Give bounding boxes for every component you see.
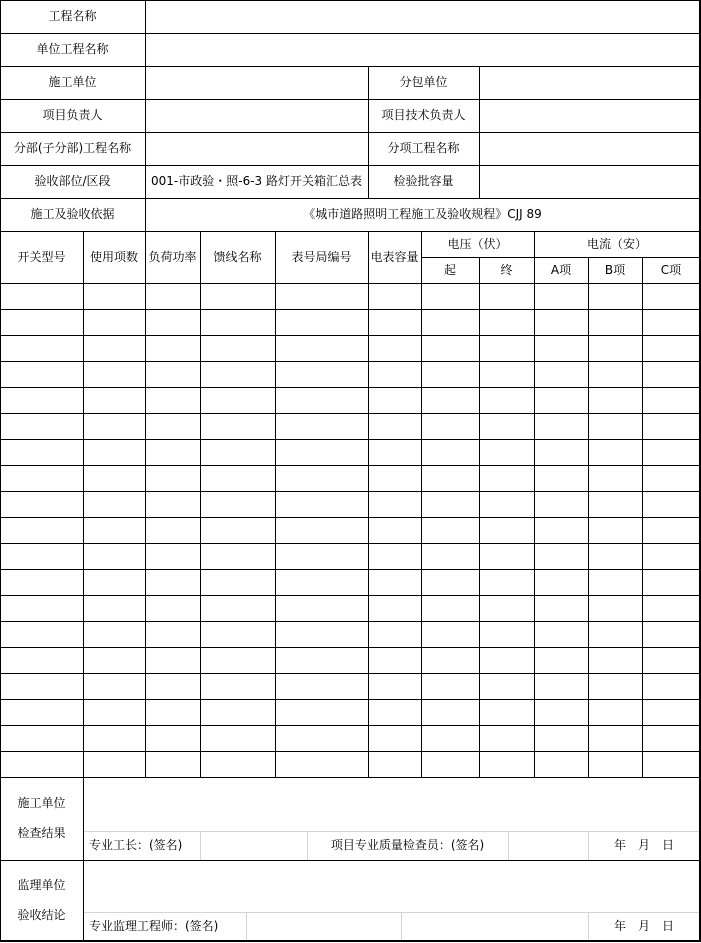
table-cell[interactable] [83, 673, 145, 699]
table-cell[interactable] [642, 699, 700, 725]
table-cell[interactable] [200, 387, 275, 413]
table-cell[interactable] [368, 569, 421, 595]
table-cell[interactable] [368, 491, 421, 517]
table-cell[interactable] [534, 439, 588, 465]
table-cell[interactable] [0, 439, 83, 465]
table-cell[interactable] [588, 387, 642, 413]
grid-line [0, 132, 701, 133]
table-cell[interactable] [421, 439, 479, 465]
grid-line [275, 231, 276, 777]
field-label: 施工及验收依据 [30, 207, 115, 221]
table-cell[interactable] [275, 335, 368, 361]
table-cell[interactable] [368, 439, 421, 465]
table-cell[interactable] [534, 673, 588, 699]
table-cell[interactable] [0, 595, 83, 621]
table-cell[interactable] [145, 569, 200, 595]
table-cell[interactable] [145, 595, 200, 621]
grid-line [421, 257, 700, 258]
table-cell[interactable] [421, 751, 479, 777]
field-value[interactable] [145, 132, 368, 165]
table-cell[interactable] [368, 595, 421, 621]
field-label: 分包单位 [399, 75, 448, 89]
table-cell[interactable] [83, 465, 145, 491]
table-cell[interactable] [479, 517, 534, 543]
table-cell[interactable] [275, 491, 368, 517]
grid-line [145, 0, 146, 231]
table-cell[interactable] [642, 413, 700, 439]
table-cell[interactable] [145, 309, 200, 335]
table-cell[interactable] [421, 387, 479, 413]
table-cell[interactable] [368, 517, 421, 543]
table-cell[interactable] [83, 543, 145, 569]
table-cell[interactable] [200, 751, 275, 777]
table-cell[interactable] [0, 673, 83, 699]
table-cell[interactable] [200, 647, 275, 673]
table-cell[interactable] [145, 283, 200, 309]
table-cell[interactable] [588, 335, 642, 361]
column-subheader: B项 [604, 262, 626, 277]
table-cell[interactable] [588, 465, 642, 491]
grid-line [421, 231, 422, 777]
column-header: 表号局编号 [291, 249, 352, 264]
table-cell[interactable] [275, 621, 368, 647]
grid-line [200, 231, 201, 777]
table-cell[interactable] [275, 361, 368, 387]
table-cell[interactable] [0, 413, 83, 439]
table-cell[interactable] [479, 595, 534, 621]
table-cell[interactable] [275, 751, 368, 777]
grid-line [0, 66, 701, 67]
grid-line [0, 165, 701, 166]
table-cell[interactable] [479, 673, 534, 699]
table-cell[interactable] [145, 647, 200, 673]
grid-line [401, 912, 402, 940]
table-cell[interactable] [368, 465, 421, 491]
table-cell[interactable] [368, 751, 421, 777]
table-cell[interactable] [0, 517, 83, 543]
table-cell[interactable] [479, 621, 534, 647]
table-cell[interactable] [588, 751, 642, 777]
table-cell[interactable] [145, 439, 200, 465]
table-cell[interactable] [368, 543, 421, 569]
table-cell[interactable] [83, 725, 145, 751]
supervision-conclusion[interactable] [83, 860, 700, 912]
grid-line [0, 940, 701, 942]
column-group-current: 电流（安） [586, 236, 647, 251]
column-header: 使用项数 [89, 249, 138, 264]
table-cell[interactable] [275, 725, 368, 751]
table-cell[interactable] [588, 621, 642, 647]
table-cell[interactable] [200, 569, 275, 595]
table-cell[interactable] [642, 465, 700, 491]
table-cell[interactable] [588, 569, 642, 595]
table-cell[interactable] [534, 387, 588, 413]
engineer-signature-field[interactable] [246, 912, 401, 940]
table-cell[interactable] [479, 491, 534, 517]
table-cell[interactable] [200, 517, 275, 543]
grid-line [479, 257, 480, 777]
table-cell[interactable] [642, 335, 700, 361]
supervision-check-label: 监理单位 验收结论 [17, 877, 66, 922]
table-cell[interactable] [0, 361, 83, 387]
table-cell[interactable] [588, 725, 642, 751]
table-cell[interactable] [0, 751, 83, 777]
grid-line [145, 231, 146, 777]
table-cell[interactable] [0, 699, 83, 725]
table-cell[interactable] [368, 673, 421, 699]
field-label: 项目负责人 [42, 108, 103, 122]
table-cell[interactable] [588, 517, 642, 543]
table-cell[interactable] [0, 621, 83, 647]
table-cell[interactable] [479, 647, 534, 673]
table-cell[interactable] [479, 543, 534, 569]
table-cell[interactable] [145, 335, 200, 361]
table-cell[interactable] [534, 361, 588, 387]
table-cell[interactable] [588, 647, 642, 673]
table-cell[interactable] [534, 751, 588, 777]
table-cell[interactable] [368, 309, 421, 335]
inspector-signature-label: 项目专业质量检查员：(签名) [330, 838, 485, 852]
table-cell[interactable] [368, 621, 421, 647]
table-cell[interactable] [275, 309, 368, 335]
table-cell[interactable] [534, 517, 588, 543]
field-value[interactable] [479, 66, 700, 99]
grid-line [508, 831, 509, 860]
table-cell[interactable] [642, 673, 700, 699]
table-cell[interactable] [200, 595, 275, 621]
grid-line [642, 257, 643, 777]
grid-line [307, 831, 308, 860]
table-cell[interactable] [275, 413, 368, 439]
field-value[interactable] [479, 99, 700, 132]
table-cell[interactable] [83, 621, 145, 647]
table-cell[interactable] [200, 673, 275, 699]
table-cell[interactable] [145, 413, 200, 439]
table-cell[interactable] [145, 491, 200, 517]
field-value[interactable] [145, 0, 700, 33]
table-cell[interactable] [0, 309, 83, 335]
table-cell[interactable] [368, 387, 421, 413]
table-cell[interactable] [368, 335, 421, 361]
table-cell[interactable] [642, 361, 700, 387]
table-cell[interactable] [534, 335, 588, 361]
table-cell[interactable] [83, 413, 145, 439]
grid-line [479, 66, 480, 198]
table-cell[interactable] [368, 413, 421, 439]
field-label: 施工单位 [48, 75, 97, 89]
table-cell[interactable] [83, 387, 145, 413]
table-cell[interactable] [534, 413, 588, 439]
table-cell[interactable] [83, 309, 145, 335]
field-value[interactable] [145, 33, 700, 66]
grid-line [534, 231, 535, 777]
table-cell[interactable] [534, 543, 588, 569]
table-cell[interactable] [642, 309, 700, 335]
table-cell[interactable] [479, 335, 534, 361]
table-cell[interactable] [534, 283, 588, 309]
table-cell[interactable] [145, 699, 200, 725]
grid-line [83, 231, 84, 777]
table-cell[interactable] [421, 621, 479, 647]
table-cell[interactable] [145, 751, 200, 777]
table-cell[interactable] [275, 283, 368, 309]
column-header: 馈线名称 [213, 249, 262, 264]
table-cell[interactable] [642, 491, 700, 517]
table-cell[interactable] [200, 699, 275, 725]
table-cell[interactable] [421, 699, 479, 725]
column-subheader: C项 [660, 262, 682, 277]
column-header: 开关型号 [17, 249, 66, 264]
table-cell[interactable] [200, 491, 275, 517]
grid-line [246, 912, 247, 940]
table-cell[interactable] [534, 647, 588, 673]
column-group-voltage: 电压（伏） [447, 236, 508, 251]
table-cell[interactable] [642, 621, 700, 647]
table-cell[interactable] [0, 543, 83, 569]
table-cell[interactable] [642, 543, 700, 569]
table-cell[interactable] [0, 491, 83, 517]
table-cell[interactable] [479, 439, 534, 465]
table-cell[interactable] [83, 283, 145, 309]
grid-line [588, 912, 589, 940]
table-cell[interactable] [0, 465, 83, 491]
table-cell[interactable] [588, 699, 642, 725]
table-cell[interactable] [275, 439, 368, 465]
field-label: 项目技术负责人 [381, 108, 466, 122]
table-cell[interactable] [421, 413, 479, 439]
table-cell[interactable] [0, 335, 83, 361]
field-label: 分部(子分部)工程名称 [13, 141, 132, 155]
table-cell[interactable] [368, 283, 421, 309]
table-cell[interactable] [534, 725, 588, 751]
grid-line [0, 99, 701, 100]
table-cell[interactable] [421, 465, 479, 491]
table-cell[interactable] [83, 647, 145, 673]
table-cell[interactable] [642, 283, 700, 309]
column-subheader: A项 [550, 262, 572, 277]
field-value[interactable]: 001-市政验・照-6-3 路灯开关箱汇总表 [151, 174, 362, 188]
table-cell[interactable] [642, 725, 700, 751]
table-cell[interactable] [588, 595, 642, 621]
field-label: 工程名称 [48, 9, 97, 23]
table-cell[interactable] [588, 491, 642, 517]
table-cell[interactable] [421, 517, 479, 543]
table-cell[interactable] [588, 361, 642, 387]
table-cell[interactable] [479, 569, 534, 595]
table-cell[interactable] [642, 517, 700, 543]
table-cell[interactable] [0, 387, 83, 413]
table-cell[interactable] [275, 647, 368, 673]
field-label: 验收部位/区段 [34, 174, 111, 188]
field-value[interactable] [145, 66, 368, 99]
table-cell[interactable] [275, 517, 368, 543]
table-cell[interactable] [421, 647, 479, 673]
field-label: 分项工程名称 [387, 141, 460, 155]
table-cell[interactable] [0, 725, 83, 751]
table-cell[interactable] [421, 543, 479, 569]
table-cell[interactable] [200, 361, 275, 387]
table-cell[interactable] [642, 439, 700, 465]
field-label: 检验批容量 [393, 174, 454, 188]
table-cell[interactable] [200, 439, 275, 465]
table-cell[interactable] [83, 699, 145, 725]
table-cell[interactable] [200, 543, 275, 569]
grid-line [84, 912, 700, 913]
grid-line [84, 831, 700, 832]
grid-line [0, 0, 1, 942]
table-cell[interactable] [421, 491, 479, 517]
table-cell[interactable] [83, 517, 145, 543]
table-cell[interactable] [588, 543, 642, 569]
table-cell[interactable] [534, 699, 588, 725]
table-cell[interactable] [421, 309, 479, 335]
grid-line [588, 831, 589, 860]
field-label: 单位工程名称 [36, 42, 109, 56]
table-cell[interactable] [534, 465, 588, 491]
table-cell[interactable] [145, 621, 200, 647]
table-cell[interactable] [200, 283, 275, 309]
field-value[interactable] [479, 132, 700, 165]
table-cell[interactable] [145, 543, 200, 569]
table-cell[interactable] [145, 465, 200, 491]
table-cell[interactable] [200, 725, 275, 751]
column-subheader: 起 [443, 262, 456, 277]
table-cell[interactable] [534, 309, 588, 335]
table-cell[interactable] [479, 309, 534, 335]
table-cell[interactable] [642, 569, 700, 595]
table-cell[interactable] [275, 673, 368, 699]
table-cell[interactable] [275, 569, 368, 595]
table-cell[interactable] [479, 465, 534, 491]
table-cell[interactable] [145, 361, 200, 387]
table-cell[interactable] [145, 673, 200, 699]
table-cell[interactable] [145, 387, 200, 413]
inspector-signature-field[interactable] [508, 831, 588, 860]
grid-line [588, 257, 589, 777]
table-cell[interactable] [421, 361, 479, 387]
table-cell[interactable] [83, 361, 145, 387]
table-cell[interactable] [588, 413, 642, 439]
table-cell[interactable] [479, 361, 534, 387]
table-cell[interactable] [83, 439, 145, 465]
column-header: 负荷功率 [148, 249, 197, 264]
supervision-date[interactable]: 年 月 日 [613, 918, 674, 933]
table-cell[interactable] [368, 647, 421, 673]
table-cell[interactable] [642, 595, 700, 621]
table-cell[interactable] [479, 751, 534, 777]
table-cell[interactable] [588, 439, 642, 465]
table-cell[interactable] [368, 699, 421, 725]
table-cell[interactable] [642, 751, 700, 777]
engineer-signature-field-2[interactable] [401, 912, 588, 940]
table-cell[interactable] [421, 725, 479, 751]
table-cell[interactable] [368, 725, 421, 751]
table-cell[interactable] [83, 595, 145, 621]
table-cell[interactable] [145, 725, 200, 751]
table-cell[interactable] [421, 283, 479, 309]
column-header: 电表容量 [370, 249, 419, 264]
foreman-signature-field[interactable] [200, 831, 307, 860]
table-cell[interactable] [0, 283, 83, 309]
construction-check-label: 施工单位 检查结果 [17, 796, 66, 840]
grid-line [0, 198, 701, 199]
table-cell[interactable] [534, 491, 588, 517]
table-cell[interactable] [83, 751, 145, 777]
table-cell[interactable] [534, 569, 588, 595]
table-cell[interactable] [275, 465, 368, 491]
grid-line [200, 831, 201, 860]
table-cell[interactable] [275, 595, 368, 621]
table-cell[interactable] [479, 283, 534, 309]
grid-line [368, 66, 369, 198]
grid-line [0, 0, 701, 1]
table-cell[interactable] [479, 699, 534, 725]
table-cell[interactable] [200, 335, 275, 361]
table-cell[interactable] [0, 569, 83, 595]
table-cell[interactable] [642, 647, 700, 673]
table-cell[interactable] [534, 621, 588, 647]
table-cell[interactable] [588, 673, 642, 699]
construction-check-result[interactable] [83, 777, 700, 831]
table-cell[interactable] [368, 361, 421, 387]
table-cell[interactable] [200, 413, 275, 439]
table-cell[interactable] [642, 387, 700, 413]
table-cell[interactable] [534, 595, 588, 621]
table-cell[interactable] [83, 569, 145, 595]
table-cell[interactable] [588, 309, 642, 335]
table-cell[interactable] [479, 387, 534, 413]
column-subheader: 终 [500, 262, 513, 277]
table-cell[interactable] [275, 387, 368, 413]
table-cell[interactable] [275, 699, 368, 725]
field-value[interactable] [145, 99, 368, 132]
table-cell[interactable] [421, 569, 479, 595]
grid-line [0, 33, 701, 34]
table-cell[interactable] [83, 335, 145, 361]
grid-line [368, 231, 369, 777]
field-value[interactable]: 《城市道路照明工程施工及验收规程》CJJ 89 [303, 207, 542, 221]
table-cell[interactable] [0, 647, 83, 673]
foreman-signature-label: 专业工长：(签名) [89, 838, 183, 852]
table-cell[interactable] [200, 465, 275, 491]
engineer-signature-label: 专业监理工程师：(签名) [89, 918, 219, 933]
table-cell[interactable] [588, 283, 642, 309]
table-cell[interactable] [83, 491, 145, 517]
table-cell[interactable] [479, 413, 534, 439]
table-cell[interactable] [421, 595, 479, 621]
table-cell[interactable] [421, 673, 479, 699]
construction-date[interactable]: 年 月 日 [613, 838, 674, 852]
table-cell[interactable] [145, 517, 200, 543]
field-value[interactable] [479, 165, 700, 198]
table-cell[interactable] [275, 543, 368, 569]
table-cell[interactable] [200, 621, 275, 647]
table-cell[interactable] [479, 725, 534, 751]
table-cell[interactable] [421, 335, 479, 361]
table-cell[interactable] [200, 309, 275, 335]
